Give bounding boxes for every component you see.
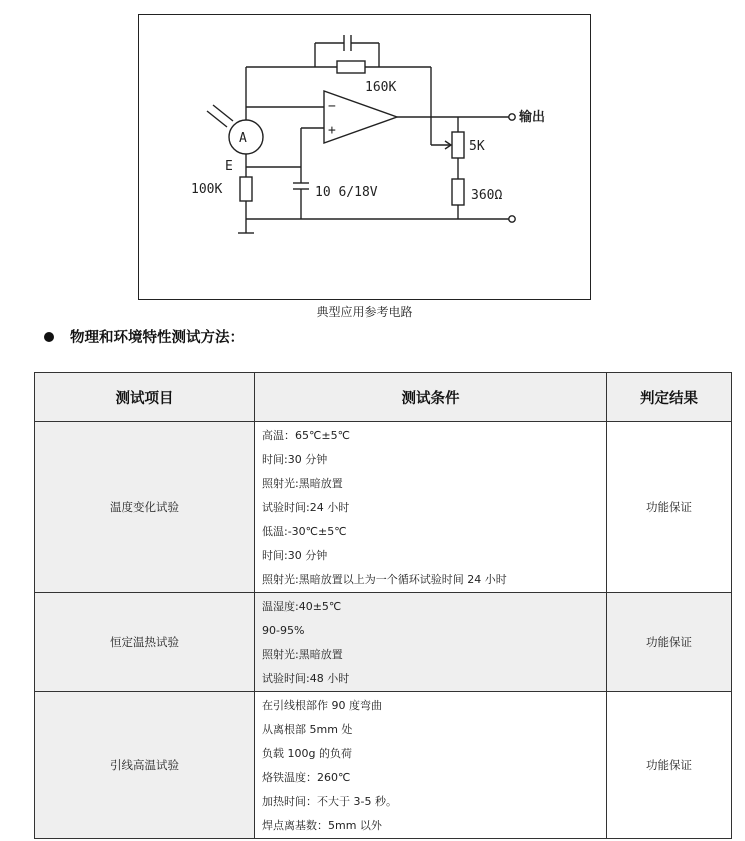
header-condition: 测试条件	[255, 373, 607, 422]
capacitor-label: 10 6/18V	[315, 185, 378, 200]
ground-terminal	[509, 216, 515, 222]
series-resistor	[452, 179, 464, 205]
condition-line: 从离根部 5mm 处	[262, 723, 353, 736]
input-resistor-label: 100K	[191, 182, 223, 197]
test-item: 引线高温试验	[35, 692, 255, 839]
condition-line: 高温：65℃±5℃	[262, 429, 350, 442]
table-header-row	[35, 373, 732, 422]
test-conditions	[255, 692, 607, 839]
header-item: 测试项目	[35, 373, 255, 422]
condition-line: 低温:-30℃±5℃	[262, 525, 347, 538]
condition-line: 加热时间：不大于 3-5 秒。	[262, 795, 397, 808]
test-result: 功能保证	[607, 593, 732, 692]
condition-line: 试验时间:24 小时	[262, 501, 350, 514]
header-result: 判定结果	[607, 373, 732, 422]
test-item: 温度变化试验	[35, 422, 255, 593]
table-row	[35, 692, 732, 839]
potentiometer	[452, 132, 464, 158]
pot-label: 5K	[469, 139, 485, 154]
condition-line: 在引线根部作 90 度弯曲	[262, 699, 382, 712]
feedback-resistor-label: 160K	[365, 80, 397, 95]
circuit-figure	[138, 14, 591, 300]
table-row	[35, 422, 732, 593]
test-result: 功能保证	[607, 422, 732, 593]
test-conditions	[255, 422, 607, 593]
condition-line: 焊点离基数：5mm 以外	[262, 819, 382, 832]
noninverting-sign: +	[328, 123, 336, 138]
condition-line: 温湿度:40±5℃	[262, 600, 342, 613]
section-title: 物理和环境特性测试方法：	[70, 330, 244, 346]
test-result: 功能保证	[607, 692, 732, 839]
test-item: 恒定温热试验	[35, 593, 255, 692]
input-resistor	[240, 177, 252, 201]
table-row	[35, 593, 732, 692]
condition-line: 时间:30 分钟	[262, 549, 328, 562]
sensor-symbol: A	[239, 131, 247, 146]
condition-line: 90-95%	[262, 624, 305, 637]
inverting-sign: −	[328, 99, 336, 114]
output-label: 输出	[519, 110, 546, 125]
figure-caption: 典型应用参考电路	[316, 305, 413, 319]
condition-line: 照射光:黑暗放置以上为一个循环试验时间 24 小时	[262, 573, 507, 586]
resistor-label: 360Ω	[471, 188, 503, 203]
condition-line: 烙铁温度：260℃	[262, 771, 351, 784]
circuit-diagram	[139, 15, 592, 301]
condition-line: 试验时间:48 小时	[262, 672, 350, 685]
test-methods-table	[34, 372, 732, 839]
condition-line: 时间:30 分钟	[262, 453, 328, 466]
sensor-label: E	[225, 159, 233, 174]
test-conditions	[255, 593, 607, 692]
section-heading	[44, 326, 244, 347]
bullet-icon	[44, 332, 54, 342]
condition-line: 照射光:黑暗放置	[262, 477, 343, 490]
condition-line: 负载 100g 的负荷	[262, 747, 352, 760]
output-terminal	[509, 114, 515, 120]
condition-line: 照射光:黑暗放置	[262, 648, 343, 661]
feedback-resistor	[337, 61, 365, 73]
